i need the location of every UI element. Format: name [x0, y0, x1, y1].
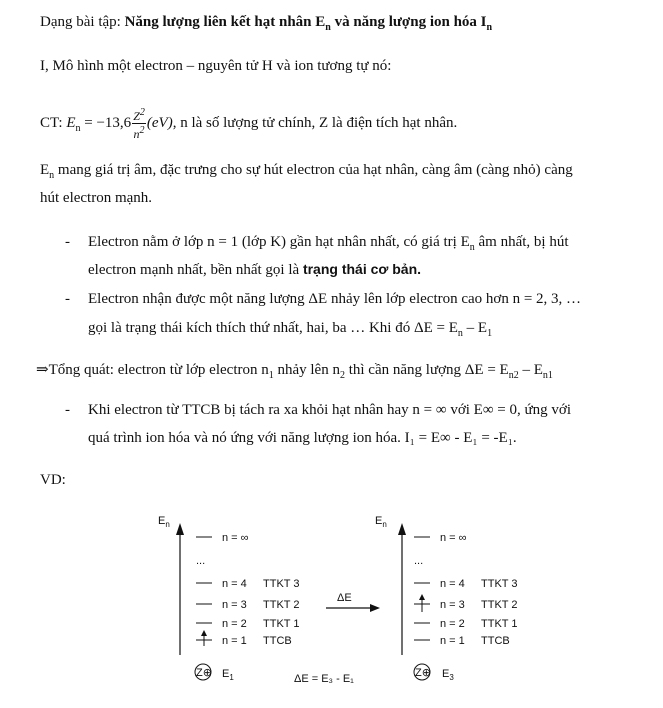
general-statement: ⇒Tổng quát: electron từ lớp electron $n_1$ nhảy lên $n_2$ thì cần năng lượng $\Delta E = E_{n2} - E_{n1}$ [36, 362, 553, 381]
example-label: VD: [40, 472, 66, 488]
formula-tail: , n là số lượng tử chính, Z là điện tích hạt nhân. [172, 114, 458, 131]
right-level-inf-label: n = ∞ [440, 532, 467, 544]
formula-lhs: E [66, 114, 76, 131]
bullet-line: gọi là trạng thái kích thích thứ nhất, hai, ba … Khi đó $\Delta E = E_n - E_1$ [88, 320, 493, 339]
arrow-head-icon [370, 604, 380, 612]
left-state-1: TTCB [263, 635, 292, 647]
title-prefix: Dạng bài tập: [40, 14, 125, 30]
right-level-2-label: n = 2 [440, 618, 465, 630]
title-bold-1: Năng lượng liên kết hạt nhân E [124, 14, 326, 30]
left-axis-label: $E_n$ [158, 515, 170, 529]
bullet-dash: - [65, 291, 70, 307]
bullet-line: Electron nhận được một năng lượng ΔE nhảy lên lớp electron cao hơn n = 2, 3, … [88, 291, 582, 307]
left-state-4: TTKT 3 [263, 578, 300, 590]
title-sub-1: n [325, 22, 331, 33]
left-dots: ... [196, 555, 206, 567]
paragraph-line: $E_n$ mang giá trị âm, đặc trưng cho sự hút electron của hạt nhân, càng âm (càng nhỏ) càng [40, 162, 573, 181]
right-state-4: TTKT 3 [481, 578, 518, 590]
right-diagram [375, 515, 517, 682]
right-nucleus-icon [414, 664, 430, 680]
left-diagram [158, 515, 299, 682]
ground-state-term: trạng thái cơ bản. [302, 261, 422, 277]
bullet-dash: - [65, 234, 70, 250]
bullet-line: electron mạnh nhất, bền nhất gọi là trạng thái cơ bản. [88, 261, 422, 278]
formula-fraction: $\frac{Z^2}{n^2}$ [133, 107, 145, 141]
left-level-1-label: n = 1 [222, 635, 247, 647]
bullet-line: Electron nằm ở lớp n = 1 (lớp K) gần hạt nhân nhất, có giá trị $E_n$ âm nhất, bị hút [88, 234, 569, 253]
right-state-2: TTKT 1 [481, 618, 518, 630]
formula-eq: = −13,6 [80, 114, 132, 131]
section-heading: I, Mô hình một electron – nguyên tử H và ion tương tự nó: [40, 58, 392, 74]
delta-e-formula: ΔE = E₃ - E₁ [294, 673, 354, 685]
bullet-line: Khi electron từ TTCB bị tách ra xa khỏi hạt nhân hay n = ∞ với E∞ = 0, ứng với [88, 402, 571, 418]
left-level-2-label: n = 2 [222, 618, 247, 630]
delta-e-label: ΔE [337, 592, 352, 604]
left-level-inf-label: n = ∞ [222, 532, 249, 544]
left-state-2: TTKT 1 [263, 618, 300, 630]
right-energy: $E_3$ [442, 668, 454, 682]
formula-unit: (eV) [146, 114, 173, 131]
left-axis-arrowhead [176, 523, 184, 535]
right-nucleus-label: Z⊕ [415, 667, 431, 679]
right-level-3-label: n = 3 [440, 599, 465, 611]
right-state-3: TTKT 2 [481, 599, 518, 611]
right-axis-label: $E_n$ [375, 515, 387, 529]
formula-lhs-sub: n [75, 122, 81, 134]
right-state-1: TTCB [481, 635, 510, 647]
formula-label: CT: [40, 114, 67, 131]
left-state-3: TTKT 2 [263, 599, 300, 611]
right-level-4-label: n = 4 [440, 578, 465, 590]
bullet-dash: - [65, 402, 70, 418]
left-level-3-label: n = 3 [222, 599, 247, 611]
title-bold-2: và năng lượng ion hóa I [330, 14, 487, 30]
right-axis-arrowhead [398, 523, 406, 535]
left-level-4-label: n = 4 [222, 578, 247, 590]
right-dots: ... [414, 555, 424, 567]
right-level-1-label: n = 1 [440, 635, 465, 647]
paragraph-line: hút electron mạnh. [40, 190, 153, 206]
left-energy: $E_1$ [222, 668, 234, 682]
left-nucleus-icon [195, 664, 211, 680]
formula-line [40, 106, 457, 141]
title-sub-2: n [486, 22, 493, 33]
page-title [40, 12, 492, 38]
bullet-line: quá trình ion hóa và nó ứng với năng lượng ion hóa. I₁ = E∞ - E₁ = -E₁. [88, 430, 517, 446]
left-nucleus-label: Z⊕ [196, 667, 212, 679]
transition-arrow [326, 592, 380, 612]
